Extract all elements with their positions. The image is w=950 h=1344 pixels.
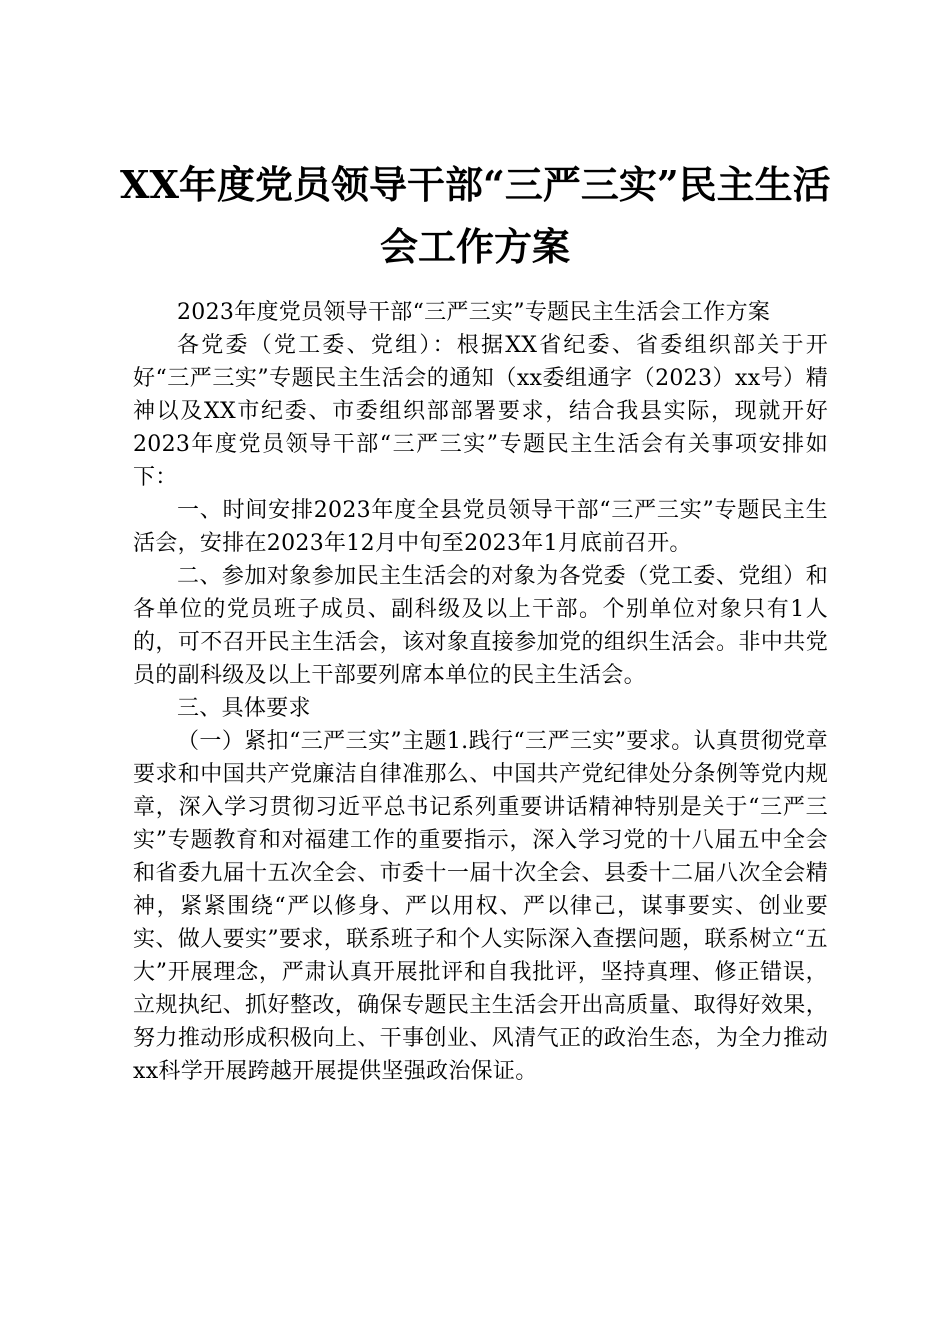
- paragraph-requirements-detail: （一）紧扣“三严三实”主题1.践行“三严三实”要求。认真贯彻党章要求和中国共产党廉洁自律准那么、中国共产党纪律处分条例等党内规章，深入学习贯彻习近平总书记系列重要讲话精神特别是关于“三严三实”专题教育和对福建工作的重要指示，深入学习党的十八届五中全会和省委九届十五次全会、市委十一届十次全会、县委十二届八次全会精神，紧紧围绕“严以修身、严以用权、严以律己，谋事要实、创业要实、做人要实”要求，联系班子和个人实际深入查摆问题，联系树立“五大”开展理念，严肃认真开展批评和自我批评，坚持真理、修正错误，立规执纪、抓好整改，确保专题民主生活会开出高质量、取得好效果，努力推动形成积极向上、干事创业、风清气正的政治生态，为全力推动xx科学开展跨越开展提供坚强政治保证。: [133, 729, 828, 1084]
- document-title-line-1: XX年度党员领导干部“三严三实”民主生活: [120, 162, 831, 207]
- document-title-line-2: 会工作方案: [379, 224, 570, 269]
- paragraph-subtitle: 2023年度党员领导干部“三严三实”专题民主生活会工作方案: [177, 300, 771, 325]
- section-heading-requirements: 三、具体要求: [177, 696, 311, 721]
- document-body: [133, 296, 828, 1088]
- paragraph-schedule: 一、时间安排2023年度全县党员领导干部“三严三实”专题民主生活会，安排在2023年12月中旬至2023年1月底前召开。: [133, 498, 828, 556]
- paragraph-participants: 二、参加对象参加民主生活会的对象为各党委（党工委、党组）和各单位的党员班子成员、副科级及以上干部。个别单位对象只有1人的，可不召开民主生活会，该对象直接参加党的组织生活会。非中共党员的副科级及以上干部要列席本单位的民主生活会。: [133, 564, 828, 688]
- paragraph-intro: 各党委（党工委、党组）：根据XX省纪委、省委组织部关于开好“三严三实”专题民主生活会的通知（xx委组通字（2023）xx号）精神以及XX市纪委、市委组织部部署要求，结合我县实际，现就开好2023年度党员领导干部“三严三实”专题民主生活会有关事项安排如下：: [133, 333, 828, 490]
